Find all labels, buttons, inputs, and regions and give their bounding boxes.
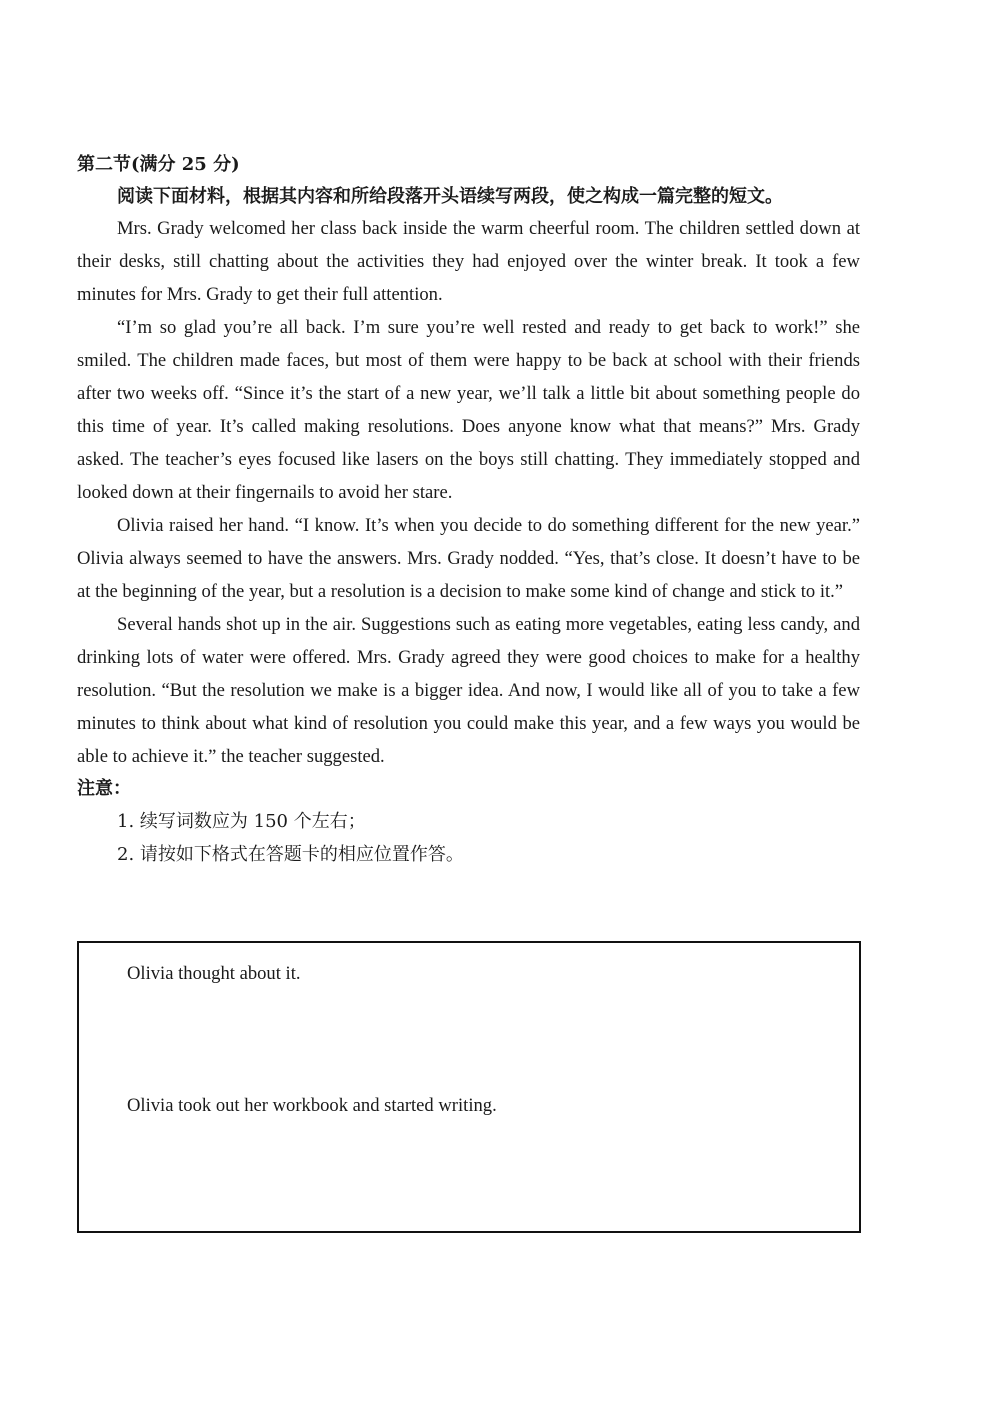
paragraph-opening-1: Olivia thought about it. (127, 963, 301, 984)
story-paragraph-3: Olivia raised her hand. “I know. It’s when you decide to do something different for the new year.” Olivia always seemed to have the answers. Mrs. Grady nodded. “Yes, that’s close. It doesn’t have to be at the beginning of the year, but a resolution is a decision to make some kind of change and stick to it.” (77, 515, 860, 602)
section-instruction: 阅读下面材料，根据其内容和所给段落开头语续写两段，使之构成一篇完整的短文。 (117, 186, 783, 207)
answer-box (77, 941, 861, 1233)
notes-label: 注意： (77, 778, 131, 799)
story-paragraph-2: “I’m so glad you’re all back. I’m sure you’re well rested and ready to get back to work!” she smiled. The children made faces, but most of them were happy to be back at school with their friends after two weeks off. “Since it’s the start of a new year, we’ll talk a little bit about something people do this time of year. It’s called making resolutions. Does anyone know what that means?” Mrs. Grady asked. The teacher’s eyes focused like lasers on the boys still chatting. They immediately stopped and looked down at their fingernails to avoid her stare. (77, 317, 860, 503)
note-item-2: 2. 请按如下格式在答题卡的相应位置作答。 (117, 844, 464, 865)
story-text (77, 212, 860, 773)
note-item-1: 1. 续写词数应为 150 个左右； (117, 811, 366, 832)
story-paragraph-4: Several hands shot up in the air. Suggestions such as eating more vegetables, eating less candy, and drinking lots of water were offered. Mrs. Grady agreed they were good choices to make for a healthy resolution. “But the resolution we make is a bigger idea. And now, I would like all of you to take a few minutes to think about what kind of resolution you could make this year, and a few ways you would be able to achieve it.” the teacher suggested. (77, 614, 860, 767)
paragraph-opening-2: Olivia took out her workbook and started writing. (127, 1095, 497, 1116)
exam-page (77, 150, 860, 871)
section-title: 第二节(满分 25 分) (77, 154, 240, 175)
story-paragraph-1: Mrs. Grady welcomed her class back inside the warm cheerful room. The children settled down at their desks, still chatting about the activities they had enjoyed over the winter break. It took a few minutes for Mrs. Grady to get their full attention. (77, 218, 860, 305)
